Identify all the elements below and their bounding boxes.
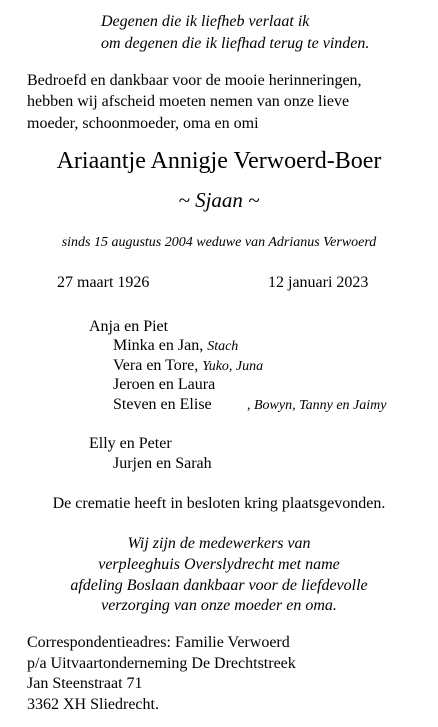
family-member-row: [113, 395, 212, 415]
family-member-row: [113, 356, 263, 376]
poem-line-2: om degenen die ik liefhad terug te vinden.: [101, 35, 370, 52]
intro-line-2: hebben wij afscheid moeten nemen van onze lieve: [27, 93, 350, 110]
member-children: Stach: [207, 339, 239, 354]
birth-date: 27 maart 1926: [57, 274, 150, 291]
family-group-2-head: Elly en Peter: [89, 435, 172, 452]
poem-line-1: Degenen die ik liefheb verlaat ik: [101, 13, 310, 30]
family-member-row: [113, 375, 215, 395]
thanks-line-4: verzorging van onze moeder en oma.: [101, 597, 337, 614]
member-names: Jeroen en Laura: [113, 376, 216, 393]
correspondence-line-4: 3362 XH Sliedrecht.: [27, 696, 159, 713]
member-names: Steven en Elise: [113, 396, 212, 413]
family-member-row: [113, 454, 212, 474]
member-names: Jurjen en Sarah: [113, 455, 212, 472]
correspondence-line-2: p/a Uitvaartonderneming De Drechtstreek: [27, 655, 296, 672]
correspondence-line-3: Jan Steenstraat 71: [27, 675, 143, 692]
family-member-row: [113, 336, 238, 356]
deceased-nickname: ~ Sjaan ~: [178, 188, 260, 212]
thanks-line-2: verpleeghuis Overslydrecht met name: [98, 556, 340, 573]
intro-line-3: moeder, schoonmoeder, oma en omi: [27, 115, 259, 132]
cremation-note: De crematie heeft in besloten kring plaatsgevonden.: [52, 495, 386, 512]
correspondence-line-1: Correspondentieadres: Familie Verwoerd: [27, 634, 290, 651]
member-names: Vera en Tore,: [113, 357, 199, 374]
member-children: Yuko, Juna: [202, 359, 264, 374]
member-names: Minka en Jan,: [113, 337, 204, 354]
family-group-1-head: Anja en Piet: [89, 318, 169, 335]
intro-line-1: Bedroefd en dankbaar voor de mooie herinneringen,: [27, 72, 362, 89]
death-date: 12 januari 2023: [268, 274, 369, 291]
widow-line: sinds 15 augustus 2004 weduwe van Adrianus Verwoerd: [61, 235, 377, 250]
thanks-line-3: afdeling Boslaan dankbaar voor de liefdevolle: [70, 577, 368, 594]
thanks-line-1: Wij zijn de medewerkers van: [127, 535, 311, 552]
member-children: , Bowyn, Tanny en Jaimy: [247, 398, 387, 413]
deceased-name: Ariaantje Annigje Verwoerd-Boer: [56, 148, 382, 174]
